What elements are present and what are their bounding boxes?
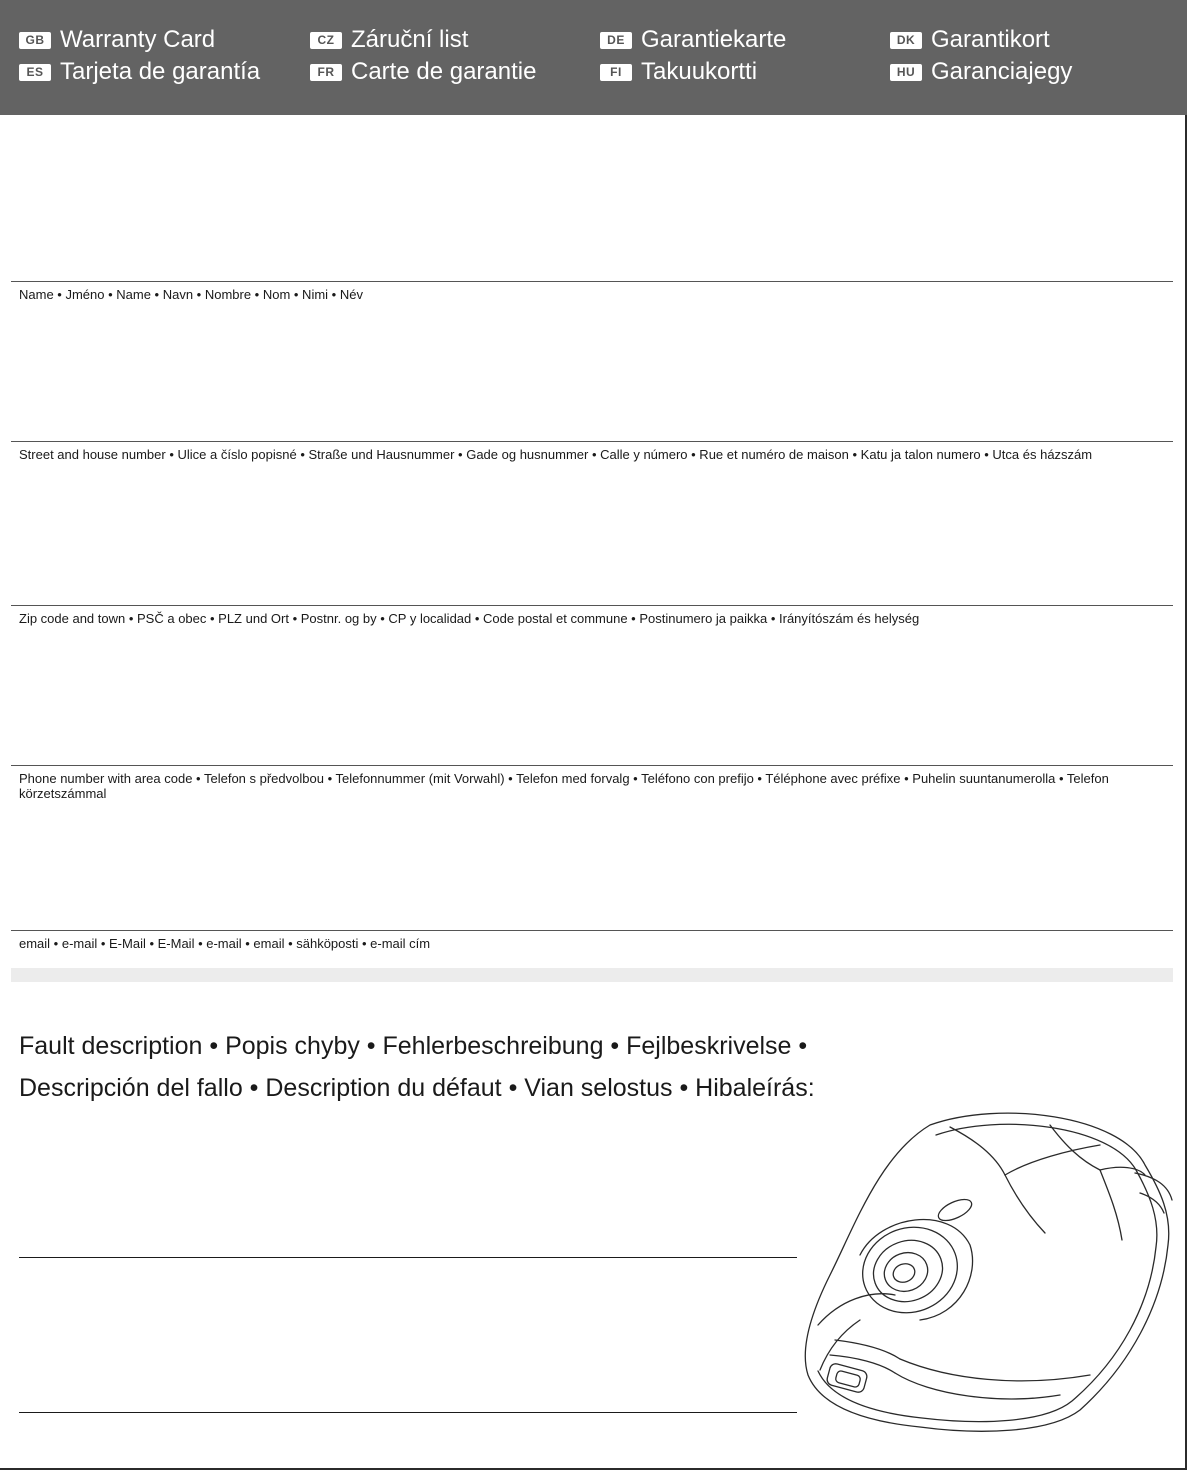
email-field-label: email • e-mail • E-Mail • E-Mail • e-mail • email • sähköposti • e-mail cím bbox=[19, 936, 431, 951]
title-text-fr: Carte de garantie bbox=[351, 58, 537, 85]
email-field-line[interactable] bbox=[11, 930, 1173, 931]
flag-badge-de: DE bbox=[600, 32, 632, 49]
flag-badge-dk: DK bbox=[890, 32, 922, 49]
title-text-fi: Takuukortti bbox=[641, 58, 758, 85]
title-gb bbox=[19, 25, 215, 55]
flag-badge-cz: CZ bbox=[310, 32, 342, 49]
section-divider-band bbox=[11, 968, 1173, 982]
title-text-dk: Garantikort bbox=[931, 26, 1050, 53]
fault-write-line-2[interactable] bbox=[19, 1412, 797, 1413]
title-fr bbox=[310, 57, 536, 87]
header-band bbox=[0, 0, 1187, 115]
title-de bbox=[600, 25, 786, 55]
title-text-de: Garantiekarte bbox=[641, 26, 787, 53]
name-field-line[interactable] bbox=[11, 281, 1173, 282]
zip-field-label: Zip code and town • PSČ a obec • PLZ und Ort • Postnr. og by • CP y localidad • Code postal et commune • Postinumero ja paikka • Irányítószám és helység bbox=[19, 611, 920, 626]
flag-badge-gb: GB bbox=[19, 32, 51, 49]
name-field-label: Name • Jméno • Name • Navn • Nombre • Nom • Nimi • Név bbox=[19, 287, 363, 302]
flag-badge-hu: HU bbox=[890, 64, 922, 81]
flag-badge-es: ES bbox=[19, 64, 51, 81]
fault-write-line-1[interactable] bbox=[19, 1257, 797, 1258]
flag-badge-fi: FI bbox=[600, 64, 632, 81]
title-hu bbox=[890, 57, 1072, 87]
zip-field-line[interactable] bbox=[11, 605, 1173, 606]
phone-field-label: Phone number with area code • Telefon s předvolbou • Telefonnummer (mit Vorwahl) • Telefon med forvalg • Teléfono con prefijo • Téléphone avec préfixe • Puhelin suuntanumerolla • Telefon körzetszámmal bbox=[19, 771, 1109, 801]
street-field-line[interactable] bbox=[11, 441, 1173, 442]
mouse-illustration bbox=[800, 1105, 1175, 1435]
title-text-hu: Garanciajegy bbox=[931, 58, 1073, 85]
title-fi bbox=[600, 57, 757, 87]
flag-badge-fr: FR bbox=[310, 64, 342, 81]
title-text-es: Tarjeta de garantía bbox=[60, 58, 261, 85]
title-text-cz: Záruční list bbox=[351, 26, 469, 53]
phone-field-line[interactable] bbox=[11, 765, 1173, 766]
street-field-label: Street and house number • Ulice a číslo popisné • Straße und Hausnummer • Gade og husnummer • Calle y número • Rue et numéro de maison • Katu ja talon numero • Utca és házszám bbox=[19, 447, 1093, 462]
title-text-gb: Warranty Card bbox=[60, 26, 216, 53]
fault-description-heading-line2: Descripción del fallo • Description du défaut • Vian selostus • Hibaleírás: bbox=[19, 1074, 815, 1102]
fault-description-heading-line1: Fault description • Popis chyby • Fehlerbeschreibung • Fejlbeskrivelse • bbox=[19, 1032, 808, 1060]
title-es bbox=[19, 57, 260, 87]
title-dk bbox=[890, 25, 1050, 55]
title-cz bbox=[310, 25, 468, 55]
